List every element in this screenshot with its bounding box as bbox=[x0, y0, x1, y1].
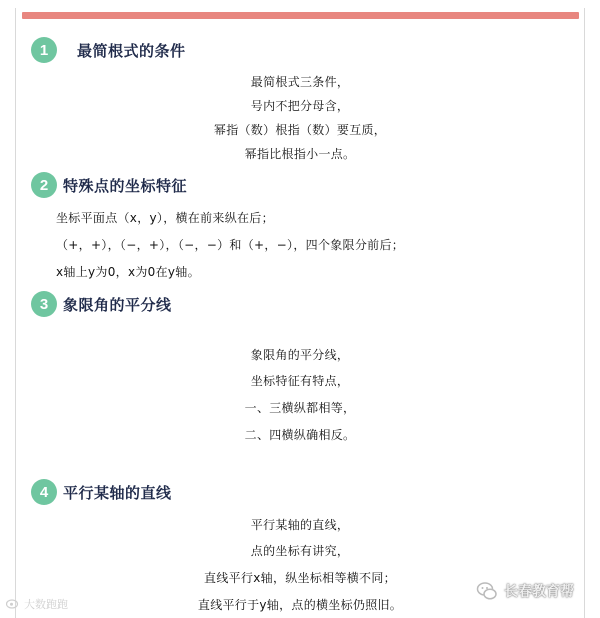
text-line: 坐标特征有特点， bbox=[250, 374, 350, 388]
source-watermark bbox=[6, 596, 68, 612]
wechat-icon bbox=[476, 580, 498, 602]
text-line: 号内不把分母含， bbox=[250, 99, 350, 113]
text-line: 幂指（数）根指（数）要互质， bbox=[213, 123, 387, 137]
text-line: 坐标平面点（x，y），横在前来纵在后； bbox=[56, 211, 274, 225]
text-line: 点的坐标有讲究， bbox=[250, 544, 350, 558]
text-line: 二、四横纵确相反。 bbox=[244, 428, 356, 442]
weibo-icon bbox=[6, 597, 20, 612]
text-line: 直线平行于y轴，点的横坐标仍照旧。 bbox=[197, 598, 403, 612]
text-line: 幂指比根指小一点。 bbox=[244, 147, 356, 161]
source-watermark-text: 大数跑跑 bbox=[24, 598, 68, 611]
section-number-badge: 3 bbox=[31, 291, 57, 317]
section-2-header bbox=[31, 172, 187, 198]
text-line: 平行某轴的直线， bbox=[250, 518, 350, 532]
text-line: 象限角的平分线， bbox=[250, 348, 350, 362]
section-4-header bbox=[31, 479, 172, 505]
account-watermark-text: 长春教育帮 bbox=[504, 584, 574, 600]
section-title: 象限角的平分线 bbox=[63, 295, 172, 314]
text-line: 直线平行x轴，纵坐标相等横不同； bbox=[204, 571, 396, 585]
section-number-badge: 4 bbox=[31, 479, 57, 505]
text-line: （+，+），（−，+），（−，−）和（+，−），四个象限分前后； bbox=[56, 238, 405, 252]
section-title: 最简根式的条件 bbox=[77, 41, 186, 60]
top-accent-bar bbox=[22, 12, 579, 19]
account-watermark bbox=[476, 580, 574, 602]
section-number-badge: 1 bbox=[31, 37, 57, 63]
section-1-header bbox=[31, 37, 186, 63]
text-line: 最简根式三条件， bbox=[250, 75, 350, 89]
text-line: 一、三横纵都相等， bbox=[244, 401, 356, 415]
section-title: 特殊点的坐标特征 bbox=[63, 176, 188, 195]
section-3-header bbox=[31, 291, 172, 317]
section-number-badge: 2 bbox=[31, 172, 57, 198]
text-line: x轴上y为0，x为0在y轴。 bbox=[56, 265, 200, 279]
section-title: 平行某轴的直线 bbox=[63, 483, 172, 502]
